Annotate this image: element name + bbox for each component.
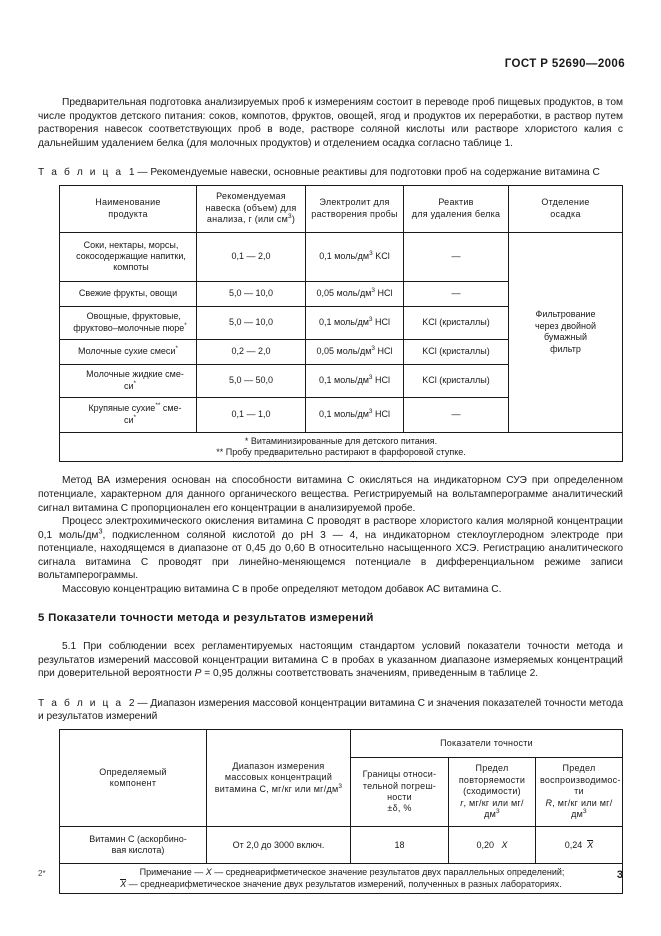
table1-cell-weight: 0,1 — 2,0 — [197, 232, 306, 281]
table2-caption — [38, 697, 623, 723]
table1-cell-weight: 5,0 — 50,0 — [197, 364, 306, 397]
table2-note-symbol-1: X — [205, 867, 212, 878]
table1-cell-reagent: — — [404, 397, 509, 432]
table1-cell-weight: 5,0 — 10,0 — [197, 306, 306, 339]
table2-note-row — [60, 864, 623, 894]
table1-caption-text: — Рекомендуемые навески, основные реактивы для подготовки проб на содержание витамина С — [137, 167, 600, 179]
table2-cell-error-limits: 18 — [351, 827, 449, 864]
table2-data-row — [60, 827, 623, 864]
table1-cell-electrolyte: 0,1 моль/$дм^3$ HCl — [306, 364, 404, 397]
table1-caption-number: 1 — [128, 167, 135, 179]
table1-footnote-1: * Витаминизированные для детского питания. — [244, 435, 438, 446]
table1-cell-product: Крупяные сухие** сме- си* — [60, 397, 197, 432]
table1-cell-product: Свежие фрукты, овощи — [60, 281, 197, 306]
table2-header-repeatability: Предел повторяемости (сходимости) r, мг/кг или $мг/дм^3$ — [449, 758, 536, 827]
table1-cell-electrolyte: 0,1 моль/$дм^3$ HCl — [306, 306, 404, 339]
table1-cell-separation-merged: Фильтрование через двойной бумажный фильтр — [509, 232, 623, 432]
table1-cell-electrolyte: 0,05 моль/$дм^3$ HCl — [306, 281, 404, 306]
table1-cell-product: Молочные сухие смеси* — [60, 339, 197, 364]
table2-note-text-1: — среднеарифметическое значение результатов двух параллельных определений; — [211, 867, 565, 878]
table1-header-row — [60, 186, 623, 232]
table2-caption-number: 2 — [128, 697, 135, 709]
section-5-heading: 5 Показатели точности метода и результатов измерений — [38, 612, 374, 625]
table2-header-component: Определяемый компонент — [60, 730, 207, 827]
table1-footnotes-row — [60, 432, 623, 462]
table1-cell-weight: 0,1 — 1,0 — [197, 397, 306, 432]
table1-cell-weight: 0,2 — 2,0 — [197, 339, 306, 364]
table2-header-range: Диапазон измерения массовых концентраций витамина С, мг/кг или $мг/дм^3$ — [207, 730, 351, 827]
table2-note-text-2: — среднеарифметическое значение двух результатов измерений, полученных в разных лабораториях. — [126, 878, 562, 889]
footer-left-mark: 2* — [38, 869, 46, 878]
table1-header-electrolyte: Электролит для растворения пробы — [306, 186, 404, 232]
table1-caption — [38, 166, 623, 179]
table1-footnotes — [60, 432, 623, 462]
table1-cell-electrolyte: 0,1 моль/$дм^3$ HCl — [306, 397, 404, 432]
table1-cell-reagent: KCl (кристаллы) — [404, 306, 509, 339]
table2-caption-label: Т а б л и ц а — [38, 697, 124, 709]
table2-cell-range: От 2,0 до 3000 включ. — [207, 827, 351, 864]
paragraph-method-va: Метод ВА измерения основан на способности витамина С окисляться на индикаторном СУЭ при определенном потенциале, характерном для данного органического вещества. Регистрируемый на вольтамперограмме аналитический сигнал витамина С пропорционален его концентрации в анализируемой пробе. — [38, 475, 623, 514]
footer-page-number: 3 — [616, 869, 623, 881]
table1-header-product: Наименование продукта — [60, 186, 197, 232]
table1-cell-product: Соки, нектары, морсы, сокосодержащие напитки, компоты — [60, 232, 197, 281]
table1-cell-reagent: — — [404, 281, 509, 306]
table2-cell-reproducibility — [536, 827, 623, 864]
paragraph-process: Процесс электрохимического окисления витамина С проводят в растворе хлористого калия молярной концентрации 0,1 моль/$дм^3$, подкисленном соляной кислотой до рН 3 — 4, на индикаторном стеклоуглеродном электроде при потенциале, находящемся в диапазоне от 0,45 до 0,60 В относительно насыщенного ХСЭ. Регистрацию аналитического сигнала витамина С проводят при линейно-меняющемся потенциале в дифференциальном режиме записи вольтамперограммы. — [38, 516, 623, 582]
table2-header-error-limits: Границы относи- тельной погреш- ности ±δ, % — [351, 758, 449, 827]
standard-header: ГОСТ Р 52690—2006 — [504, 58, 625, 70]
table2-note-prefix: Примечание — — [139, 867, 206, 878]
table2-note-symbol-2: X — [120, 878, 127, 889]
table1-cell-reagent: KCl (кристаллы) — [404, 364, 509, 397]
table1-header-weight: Рекомендуемая навеска (объем) для анализа, г (или $см^3$) — [197, 186, 306, 232]
table1-row — [60, 232, 623, 281]
table1-cell-weight: 5,0 — 10,0 — [197, 281, 306, 306]
table2-cell-repeatability — [449, 827, 536, 864]
table1-footnote-2: ** Пробу предварительно растирают в фарфоровой ступке. — [216, 447, 466, 458]
table1-cell-product: Молочные жидкие сме- си* — [60, 364, 197, 397]
table2-note — [60, 864, 623, 894]
table2-header-row-1 — [60, 730, 623, 758]
table1-cell-electrolyte: 0,05 моль/$дм^3$ HCl — [306, 339, 404, 364]
table2-header-group: Показатели точности — [351, 730, 623, 758]
table1-cell-electrolyte: 0,1 моль/$дм^3$ KCl — [306, 232, 404, 281]
table2-header-reproducibility: Предел воспроизводимос- ти R, мг/кг или $мг/дм^3$ — [536, 758, 623, 827]
table2-repeatability-symbol: X — [501, 839, 508, 850]
table2-repeatability-value: 0,20 — [476, 839, 494, 850]
table1-cell-product: Овощные, фруктовые, фруктово–молочные пюре* — [60, 306, 197, 339]
table1-caption-label: Т а б л и ц а — [38, 167, 124, 179]
table1-cell-reagent: — — [404, 232, 509, 281]
table1 — [59, 185, 623, 462]
page-content — [38, 96, 623, 894]
table1-header-separation: Отделение осадка — [509, 186, 623, 232]
table1-cell-reagent: KCl (кристаллы) — [404, 339, 509, 364]
table2-caption-text: — Диапазон измерения массовой концентрации витамина С и значения показателей точности метода и результатов измерений — [38, 697, 623, 723]
table2-cell-component: Витамин С (аскорбино- вая кислота) — [60, 827, 207, 864]
paragraph-mass-conc: Массовую концентрацию витамина С в пробе определяют методом добавок АС витамина С. — [62, 583, 502, 595]
paragraph-intro: Предварительная подготовка анализируемых проб к измерениям состоит в переводе проб пищевых продуктов, в том числе продуктов детского питания: соков, компотов, фруктов, овощей, ягод и продуктов их переработки, в раствор путем растворения навесок соответствующих проб в воде, растворе соляной кислоты или растворе хлористого калия с дальнейшим удалением белка (для молочных продуктов) и отделением осадка согласно таблице 1. — [38, 97, 623, 149]
table1-header-reagent: Реактив для удаления белка — [404, 186, 509, 232]
table2-reproducibility-value: 0,24 — [564, 839, 583, 850]
table2 — [59, 729, 623, 894]
table2-reproducibility-symbol: X — [587, 839, 594, 850]
paragraph-clause-5-1: 5.1 При соблюдении всех регламентируемых настоящим стандартом условий показатели точности метода и результатов измерений массовой концентрации витамина С в пробах в указанном диапазоне измеряемых концентраций при доверительной вероятности P = 0,95 должны соответствовать значениям, приведенным в таблице 2. — [38, 641, 623, 680]
